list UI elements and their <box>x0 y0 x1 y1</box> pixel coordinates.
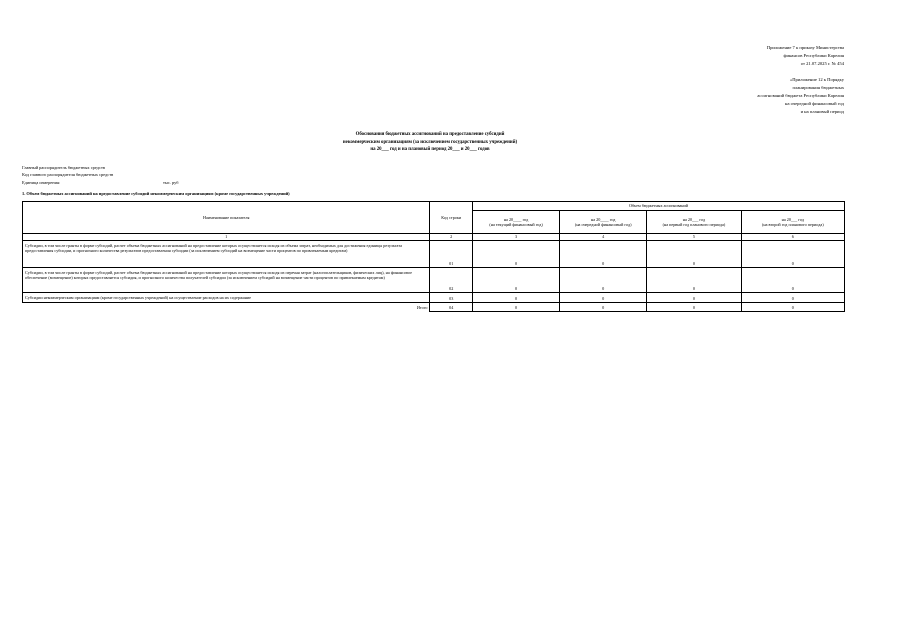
appendix-line: планирования бюджетных <box>792 85 844 90</box>
total-value: 0 <box>560 303 647 312</box>
row-value[interactable]: 0 <box>647 241 741 268</box>
header-code: Код строки <box>430 202 473 234</box>
row-value[interactable]: 0 <box>560 293 647 303</box>
header-year: на 20___ год (на второй год планового периода) <box>741 211 844 234</box>
title-line: некоммерческим организациям (за исключением государственных учреждений) <box>342 139 518 145</box>
appendix-line: и на плановый период <box>800 109 844 114</box>
row-value[interactable]: 0 <box>472 241 559 268</box>
header-year: на 20____ год (на очередной финансовый год) <box>560 211 647 234</box>
row-value[interactable]: 0 <box>741 268 844 293</box>
unit-row <box>22 179 179 186</box>
appendix-line: ассигнований бюджета Республики Карелия <box>757 93 844 98</box>
allocation-table <box>22 201 845 312</box>
row-name: Субсидии некоммерческим организациям (кроме государственных учреждений) на осуществление расходов на их содержание <box>23 293 430 303</box>
column-number: 3 <box>472 234 559 241</box>
appendix-line: Приложение 7 к приказу Министерства <box>766 45 844 50</box>
header-group: Объем бюджетных ассигнований <box>472 202 844 211</box>
appendix-line: от 21.07.2025 г. № 454 <box>800 61 844 66</box>
row-value[interactable]: 0 <box>741 241 844 268</box>
title-line: на 20___ год и на плановый период 20___ и 20___ годов <box>370 147 490 152</box>
manager-code-label: Код главного распорядителя бюджетных средств <box>22 172 114 178</box>
column-number: 6 <box>741 234 844 241</box>
row-value[interactable]: 0 <box>741 293 844 303</box>
column-number: 1 <box>23 234 430 241</box>
appendix-line: «Приложение 12 к Порядку <box>789 77 844 82</box>
table-row <box>23 293 845 303</box>
total-value: 0 <box>741 303 844 312</box>
row-value[interactable]: 0 <box>560 268 647 293</box>
total-code: 04 <box>430 303 473 312</box>
row-code: 03 <box>430 293 473 303</box>
column-number: 2 <box>430 234 473 241</box>
row-value[interactable]: 0 <box>560 241 647 268</box>
appendix-line: на очередной финансовый год <box>784 101 844 106</box>
row-code: 01 <box>430 241 473 268</box>
manager-label: Главный распорядитель бюджетных средств <box>22 165 105 170</box>
column-number: 4 <box>560 234 647 241</box>
total-value: 0 <box>472 303 559 312</box>
row-value[interactable]: 0 <box>472 293 559 303</box>
unit-label: Единица измерения: <box>22 179 61 185</box>
document-title <box>300 131 560 154</box>
header-year: на 20___ год (на первый год планового периода) <box>647 211 741 234</box>
row-value[interactable]: 0 <box>647 293 741 303</box>
title-line: Обоснования бюджетных ассигнований на предоставление субсидий <box>355 132 505 137</box>
row-name: Субсидии, в том числе гранты в форме субсидий, расчет объема бюджетных ассигнований на предоставление которых осуществляется исходя из перечня затрат (налогоплательщиков, физических лиц), на финансовое обеспечение (возмещение) которых предоставляется субсидия, и прогнозного количества получателей субсидии (за исключением субсидий на возмещение части процентов по привлекаемым кредитам) <box>23 268 430 293</box>
total-label: Итого <box>23 303 430 312</box>
total-value: 0 <box>647 303 741 312</box>
table-row <box>23 241 845 268</box>
table-row <box>23 268 845 293</box>
unit-value: тыс. руб <box>163 179 179 185</box>
header-row <box>23 202 845 211</box>
appendix-line: финансов Республики Карелия <box>783 53 844 58</box>
total-row <box>23 303 845 312</box>
section-heading: 1. Объем бюджетных ассигнований на предоставление субсидий некоммерческим организациям (кроме государственных учреждений) <box>22 191 290 196</box>
row-name: Субсидии, в том числе гранты в форме субсидий, расчет объема бюджетных ассигнований на предоставление которых осуществляется исходя из объема затрат, необходимых для достижения единицы результата предоставления субсидии, и прогнозного количества результатов предоставления субсидии (за исключением субсидий на возмещение части процентов по привлекаемым кредитам) <box>23 241 430 268</box>
header-name: Наименование показателя <box>23 202 430 234</box>
row-code: 02 <box>430 268 473 293</box>
meta-block <box>22 164 179 186</box>
header-year: на 20____ год (на текущий финансовый год) <box>472 211 559 234</box>
row-value[interactable]: 0 <box>647 268 741 293</box>
column-numbers-row <box>23 234 845 241</box>
row-value[interactable]: 0 <box>472 268 559 293</box>
column-number: 5 <box>647 234 741 241</box>
appendix-block <box>757 44 844 116</box>
